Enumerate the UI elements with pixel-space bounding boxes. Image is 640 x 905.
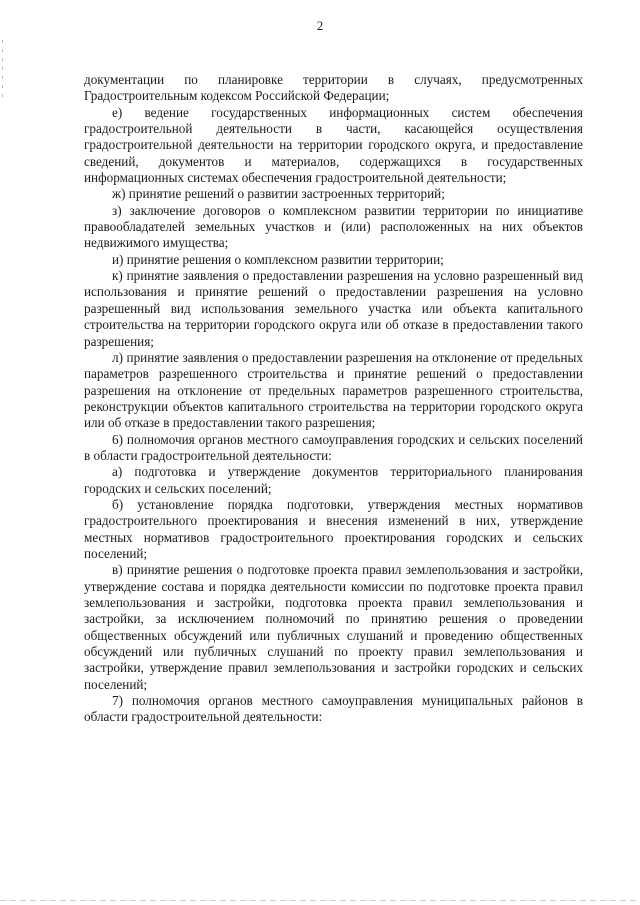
paragraph-4: и) принятие решения о комплексном развитии территории; (112, 251, 444, 267)
paragraph-3: з) заключение договоров о комплексном развитии территории по инициативе правообладателей земельных участков и (или) расположенных на них объектов недвижимого имущества; (84, 202, 583, 251)
paragraph-6: л) принятие заявления о предоставлении разрешения на отклонение от предельных параметров разрешенного строительства и принятие решений о предоставлении разрешения на отклонение от предельных параметров разрешенного строительства, реконструкции объектов капитального строительства на территории городского округа или об отказе в предоставлении такого разрешения; (84, 349, 583, 431)
paragraph-11: 7) полномочия органов местного самоуправления муниципальных районов в области градостроительной деятельности: (84, 693, 583, 725)
document-body (84, 72, 583, 726)
paragraph-2: ж) принятие решений о развитии застроенных территорий; (112, 186, 445, 202)
scan-artifact (2, 40, 3, 100)
paragraph-9: б) установление порядка подготовки, утверждения местных нормативов градостроительного проектирования и внесения изменений в них, утверждение местных нормативов градостроительного проектирования городских и сельских поселений; (84, 496, 583, 561)
paragraph-7: 6) полномочия органов местного самоуправления городских и сельских поселений в области градостроительной деятельности: (84, 431, 583, 463)
paragraph-8: а) подготовка и утверждение документов территориального планирования городских и сельских поселений; (84, 464, 583, 496)
scan-bottom-edge (0, 900, 640, 901)
paragraph-10: в) принятие решения о подготовке проекта правил землепользования и застройки, утверждение состава и порядка деятельности комиссии по подготовке проекта правил землепользования и застройки, подготовка проекта правил землепользования и застройки, за исключением полномочий по принятию решения о проведении общественных обсуждений или публичных слушаний и проведению общественных обсуждений или публичных слушаний по проекту правил землепользования и застройки, утверждение правил землепользования и застройки городских и сельских поселений; (84, 562, 583, 692)
paragraph-1: е) ведение государственных информационных систем обеспечения градостроительной деятельности в части, касающейся осуществления градостроительной деятельности на территории городского округа, и предоставление сведений, документов и материалов, содержащихся в государственных информационных системах обеспечения градостроительной деятельности; (84, 104, 583, 186)
paragraph-0: документации по планировке территории в случаях, предусмотренных Градостроительным кодексом Российской Федерации; (84, 72, 583, 104)
page-number: 2 (316, 18, 324, 33)
paragraph-5: к) принятие заявления о предоставлении разрешения на условно разрешенный вид использования и принятие решений о предоставлении разрешения на условно разрешенный вид использования земельного участка или объекта капитального строительства на территории городского округа или об отказе в предоставлении такого разрешения; (84, 268, 583, 349)
